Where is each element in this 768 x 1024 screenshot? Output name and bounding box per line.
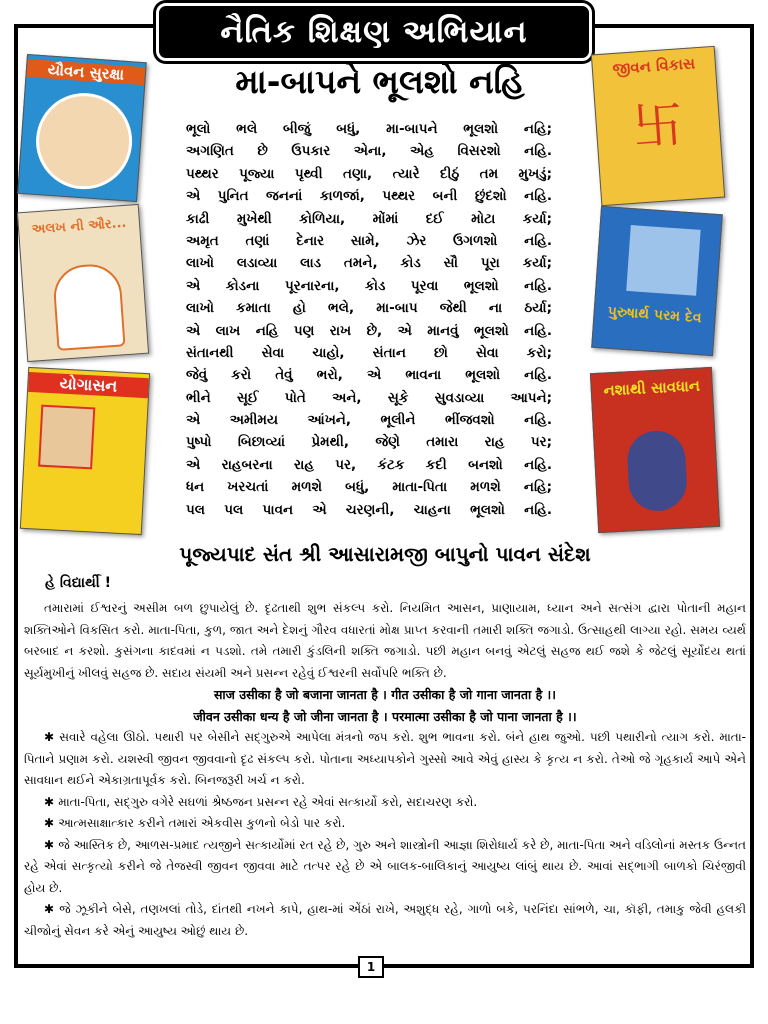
bullet-item: ✱ આત્મસાક્ષાત્કાર કરીને તમારાં એકવીસ કુળનો બેડો પાર કરો. xyxy=(44,816,346,830)
poem-line: અગણિત છે ઉપકાર એના, એહ વિસરશો નહિ. xyxy=(186,143,552,160)
bullet-item: ✱ માતા-પિતા, સદ્ગુરુ વગેરે સઘળાં શ્રેષ્ઠજન પ્રસન્ન રહે એવાં સત્કાર્યો કરો, સદાચરણ કરો. xyxy=(44,794,478,809)
star-icon: ✱ xyxy=(44,837,59,852)
message-subtitle: પૂજ્યપાદ સંત શ્રી આસારામજી બાપુનો પાવન સંદેશ xyxy=(179,542,591,566)
book-title: નશાથી સાવધાન xyxy=(603,376,701,400)
star-icon: ✱ xyxy=(44,730,60,744)
poem-title: મા-બાપને ભૂલશો નહિ xyxy=(235,62,525,101)
poem-line: અમૃત તણાં દેનાર સામે, ઝેર ઉગળશો નહિ. xyxy=(186,232,552,249)
book-title: અલખ ની ઔર... xyxy=(31,215,127,238)
book-cover-yogasan xyxy=(20,367,150,535)
book-illustration xyxy=(33,90,135,192)
book-title: યોગાસન xyxy=(28,372,149,398)
book-illustration xyxy=(626,225,700,296)
poem-line: ભીને સૂઈ પોતે અને, સૂકે સુવડાવ્યા આપને; xyxy=(186,389,552,406)
poem-line: જેવું કરો તેવું ભરો, એ ભાવના ભૂલશો નહિ. xyxy=(186,367,552,384)
book-cover-purusharth xyxy=(591,206,723,356)
message-body xyxy=(24,578,746,942)
star-icon: ✱ xyxy=(44,794,59,809)
greeting: હે વિદ્યાર્થી ! xyxy=(45,575,112,591)
star-icon: ✱ xyxy=(44,816,59,830)
book-cover-yauvan-suraksha xyxy=(17,54,146,202)
header-banner xyxy=(156,3,592,61)
poem-line: સંતાનથી સેવા ચાહો, સંતાન છો સેવા કરો; xyxy=(186,344,552,361)
book-illustration xyxy=(52,262,126,351)
poem-line: એ અમીમય આંખને, ભૂલીને ભીંજવશો નહિ. xyxy=(186,412,552,429)
book-cover-nashathi-savdhan xyxy=(590,367,720,533)
book-cover-jivan-vikas xyxy=(591,46,725,206)
poem-line: લાખો કમાતા હો ભલે, મા-બાપ જેથી ના ઠર્યા; xyxy=(186,300,552,317)
message-paragraph: તમારામાં ઈશ્વરનું અસીમ બળ છુપાયેલું છે. દૃઢતાથી શુભ સંકલ્પ કરો. નિયમિત આસન, પ્રાણાયામ, ધ્યાન અને સત્સંગ દ્વારા પોતાની મહાન શક્તિઓને વિકસિત કરો. માતા-પિતા, કુળ, જાત અને દેશનું ગૌરવ વધારતાં મોક્ષ પ્રાપ્ત કરવાની તમારી શક્તિ જગાડો. ઉત્સાહથી લાગ્યા રહો. સમય વ્યર્થ બરબાદ ન કરશો. કુસંગના કાદવમાં ન પડશો. તમે તમારી કુંડલિની શક્તિ જગાડો. પછી મહાન બનવું એટલું સહજ થઈ જશે કે જેટલું સૂર્યોદય થતાં સૂર્યમુખીનું ખીલવું સહજ છે. સદાય સંયમી અને પ્રસન્ન રહેવું ઈશ્વરની સર્વોપરિ ભક્તિ છે. xyxy=(24,601,746,680)
poem-line: એ રાહબરના રાહ પર, કંટક કદી બનશો નહિ. xyxy=(186,456,552,473)
poem-line: ભૂલો ભલે બીજું બધું, મા-બાપને ભૂલશો નહિ; xyxy=(186,121,552,137)
poem-line: પલ પલ પાવન એ ચરણની, ચાહના ભૂલશો નહિ. xyxy=(186,501,552,518)
header-title: નૈતિક શિક્ષણ અભિયાન xyxy=(220,13,528,50)
bullet-item: ✱ જે ઝૂકીને બેસે, તણખલાં તોડે, દાંતથી નખને કાપે, હાથ-માં એંઠાં રાખે, અશુદ્ધ રહે, ગાળો બકે, પરનિંદા સાંભળે, ચા, કૉફી, તમાકુ જેવી હલકી ચીજોનું સેવન કરે એનું આયુષ્ય ઓછું થાય છે. xyxy=(24,902,746,938)
book-title: જીવન વિકાસ xyxy=(611,54,696,79)
hindi-couplet-line: जीवन उसीका धन्य है जो जीना जानता है । परमात्मा उसीका है जो पाना जानता है ।। xyxy=(193,708,577,724)
swastika-icon: 卐 xyxy=(631,95,685,157)
poem-line: એ પુનિત જનનાં કાળજાં, પથ્થર બની છુંદશો નહિ. xyxy=(186,188,552,205)
book-illustration xyxy=(38,405,95,470)
poem-line: પુષ્પો બિછાવ્યાં પ્રેમથી, જેણે તમારા રાહ પર; xyxy=(186,434,552,451)
star-icon: ✱ xyxy=(44,902,60,916)
book-title: પુરુષાર્થ પરમ દેવ xyxy=(607,303,702,327)
poem-line: એ કોડના પૂરનારના, કોડ પૂરવા ભૂલશો નહિ. xyxy=(186,277,552,294)
bullet-item: ✱ જે આસ્તિક છે, આળસ-પ્રમાદ ત્યજીને સત્કાર્યોમાં રત રહે છે, ગુરુ અને શાસ્ત્રોની આજ્ઞા શિરોધાર્ય કરે છે, માતા-પિતા અને વડિલોનાં મસ્તક ઉન્નત રહે એવાં સત્કૃત્યો કરીને જે તેજસ્વી જીવન જીવવા માટે તત્પર રહે છે એ બાલક-બાલિકાનું આયુષ્ય લાંબું થાય છે. આવાં સદ્ભાગી બાળકો ચિરંજીવી હોય છે. xyxy=(24,837,747,895)
book-cover-alakh xyxy=(17,204,149,362)
poem-line: ધન ખરચતાં મળશે બધું, માતા-પિતા મળશે નહિ; xyxy=(186,479,552,496)
page-number: 1 xyxy=(358,956,384,978)
poem-body xyxy=(186,118,552,521)
poem-line: લાખો લડાવ્યા લાડ તમને, કોડ સૌ પૂરા કર્યા; xyxy=(186,255,552,272)
hindi-couplet-line: साज उसीका है जो बजाना जानता है । गीत उसीका है जो गाना जानता है ।। xyxy=(213,687,557,702)
poem-line: એ લાખ નહિ પણ રાખ છે, એ માનવું ભૂલશો નહિ. xyxy=(186,322,552,339)
book-illustration xyxy=(626,429,688,512)
poem-line: કાઢી મુખેથી કોળિયા, મોંમાં દઈ મોટા કર્યા; xyxy=(186,210,552,227)
bullet-item: ✱ સવારે વહેલા ઊઠો. પથારી પર બેસીને સદ્ગુરુએ આપેલા મંત્રનો જપ કરો. શુભ ભાવના કરો. બંને હાથ જુઓ. પછી પથારીનો ત્યાગ કરો. માતા-પિતાને પ્રણામ કરો. યશસ્વી જીવન જીવવાનો દૃઢ સંકલ્પ કરો. પોતાના અધ્યાપકોને ગુસ્સો આવે એવું હાસ્ય કે કૃત્ય ન કરો. તેઓ જે ગૃહકાર્ય આપે એને સાવધાન થઈને એકાગ્રતાપૂર્વક કરો. બિનજરૂરી ખર્ચ ન કરો. xyxy=(24,730,746,787)
book-title: યૌવન સુરક્ષા xyxy=(26,59,145,85)
poem-line: પથ્થર પૂજ્યા પૃથ્વી તણા, ત્યારે દીઠું તમ મુખડું; xyxy=(186,165,552,182)
